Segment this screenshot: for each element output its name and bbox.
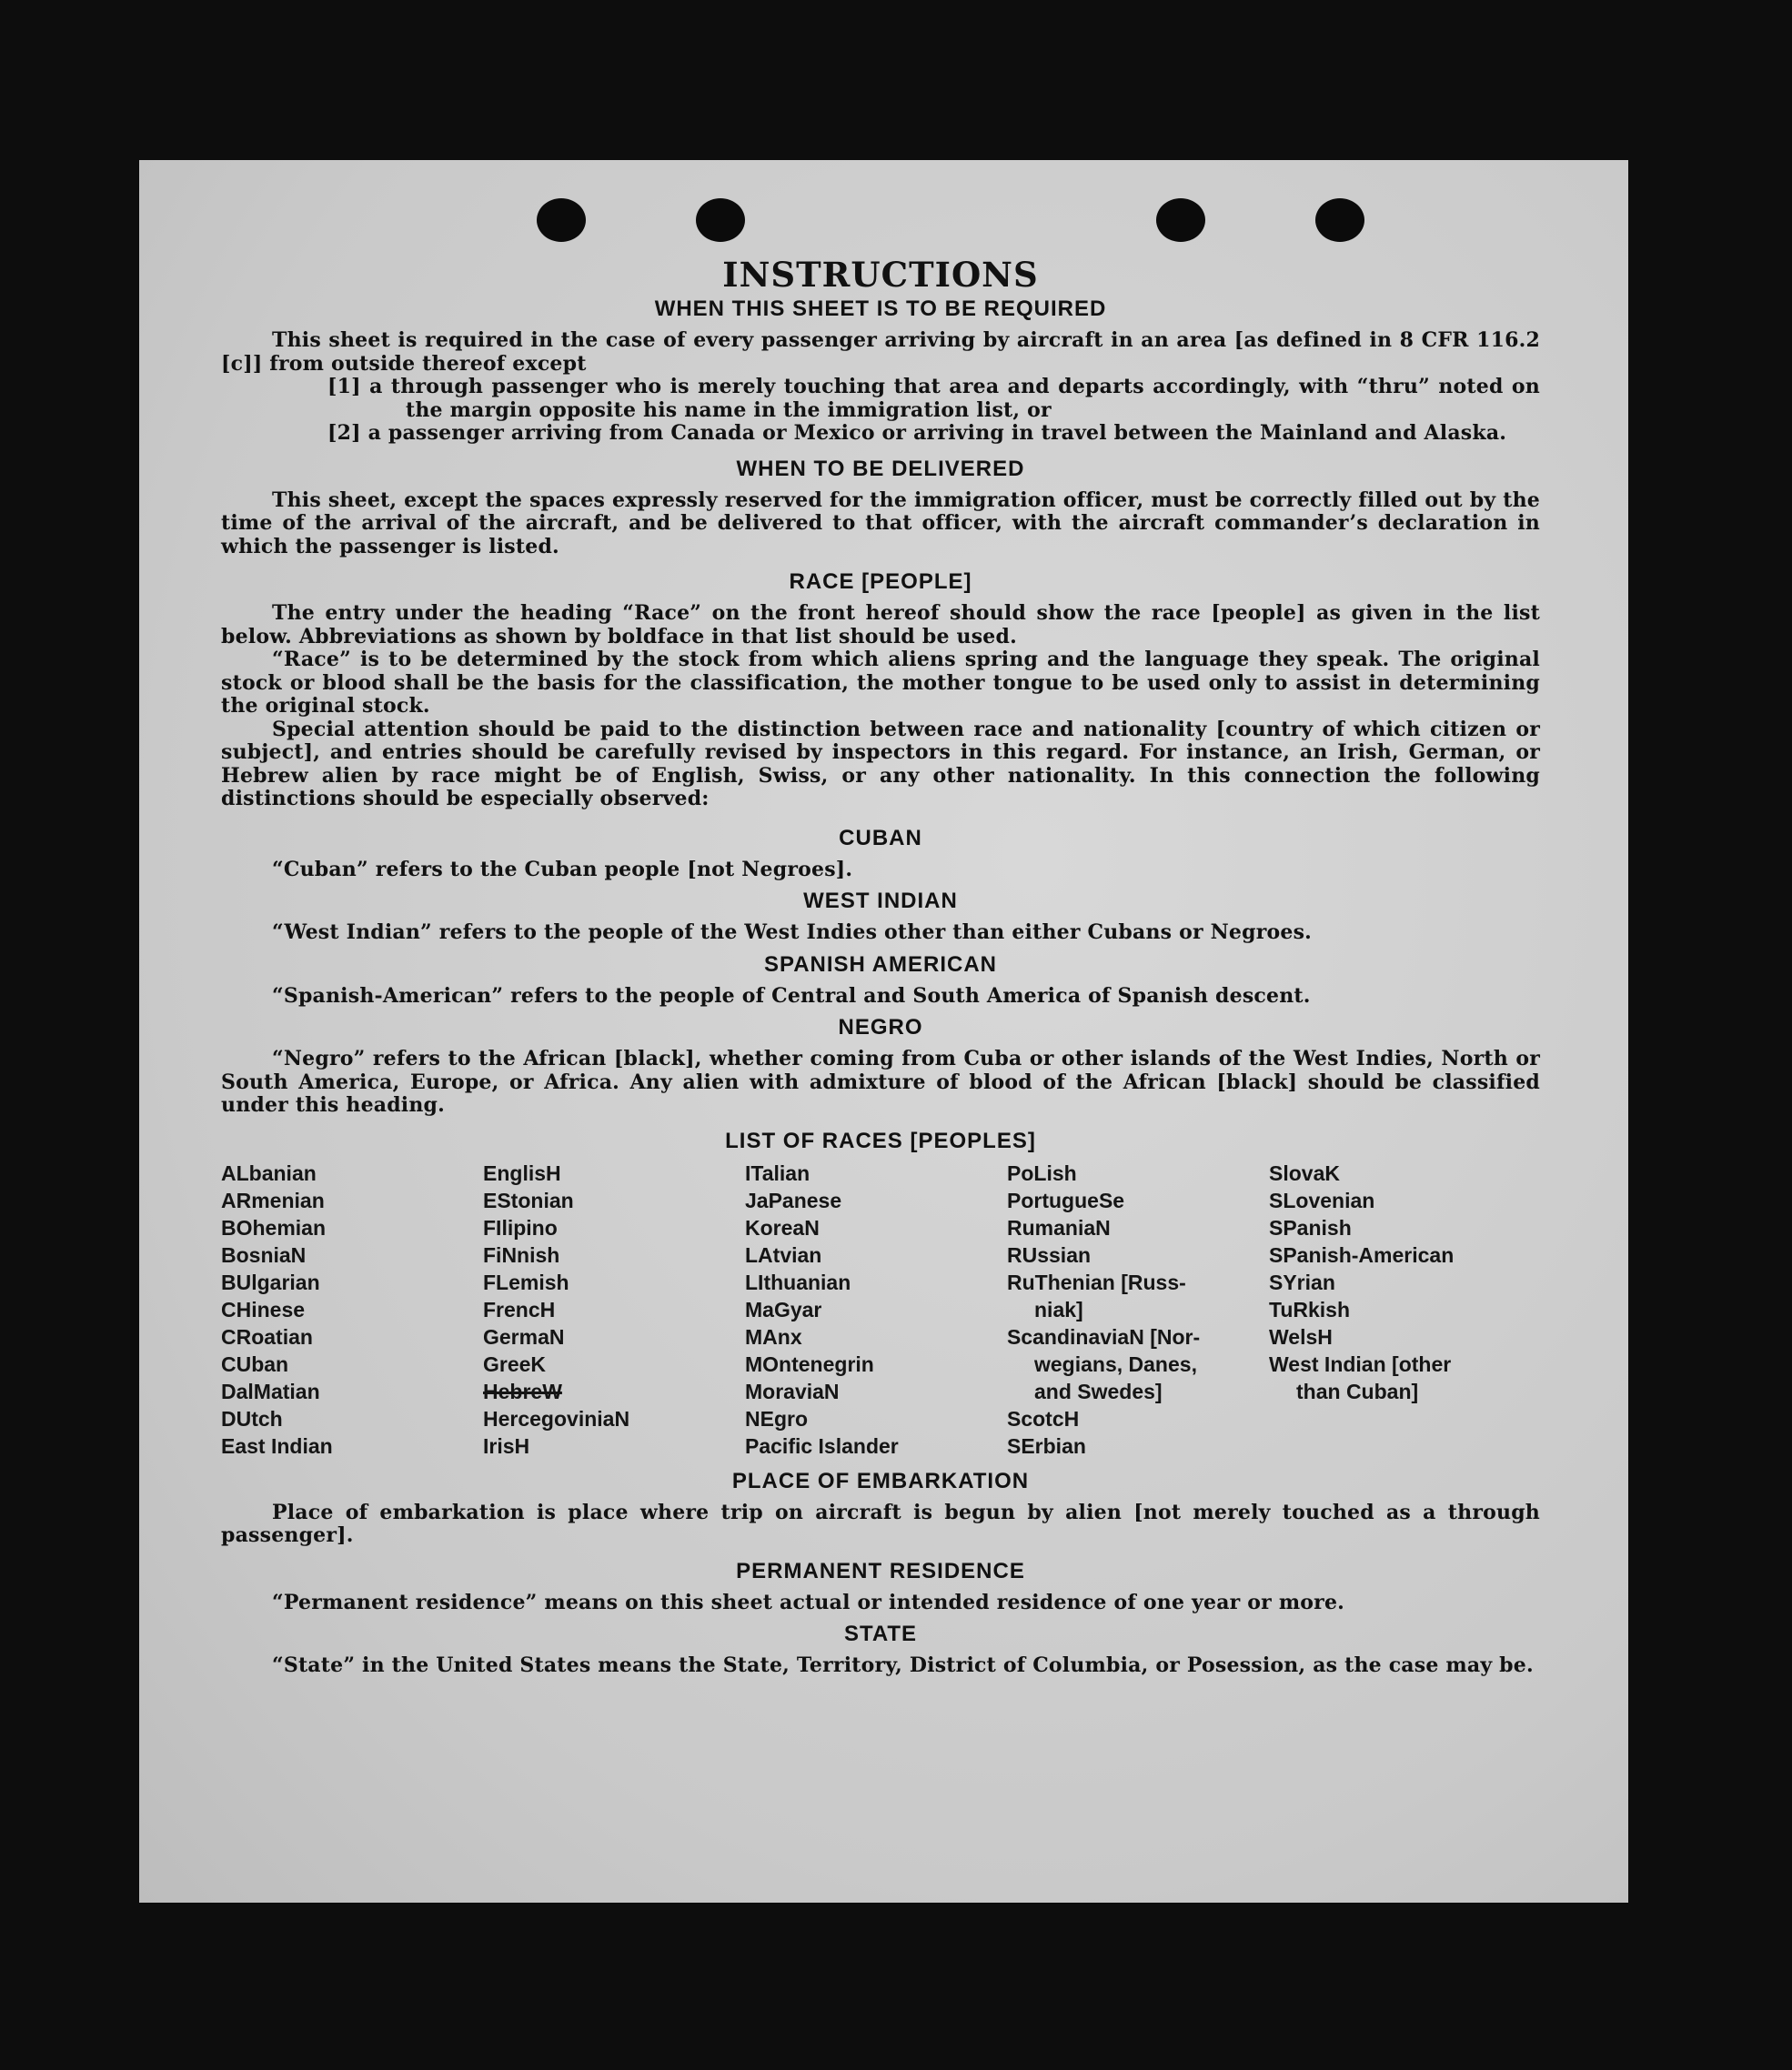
race-entry: JaPanese	[745, 1188, 842, 1212]
races-column-1	[221, 1160, 483, 1460]
race-entry: ALbanian	[221, 1161, 317, 1185]
race-entry: TuRkish	[1269, 1297, 1351, 1321]
race-entry-continuation: than Cuban]	[1296, 1379, 1419, 1403]
heading-when-delivered: WHEN TO BE DELIVERED	[736, 456, 1025, 481]
race-entry: RumaniaN	[1007, 1215, 1111, 1240]
race-entry: ARmenian	[221, 1188, 325, 1212]
heading-west-indian: WEST INDIAN	[803, 889, 958, 913]
heading-list-of-races: LIST OF RACES [PEOPLES]	[725, 1128, 1036, 1153]
heading-embarkation: PLACE OF EMBARKATION	[731, 1468, 1030, 1493]
heading-cuban: CUBAN	[839, 825, 922, 850]
race-paragraph-1: The entry under the heading “Race” on the front hereof should show the race [people] as given in the list below. Abbreviations as shown by boldface in that list should be used.	[221, 601, 1540, 648]
state-text: “State” in the United States means the State, Territory, District of Columbia, or Posession, as the case may be.	[272, 1653, 1534, 1677]
negro-text: “Negro” refers to the African [black], whether coming from Cuba or other islands of the West Indies, North or South America, Europe, or Africa. Any alien with admixture of blood of the African [black] should be classified under this heading.	[221, 1047, 1540, 1117]
heading-spanish-american: SPANISH AMERICAN	[763, 951, 997, 977]
race-entry: HercegoviniaN	[483, 1406, 630, 1431]
race-entry: MoraviaN	[745, 1379, 840, 1403]
race-entry: West Indian [other	[1269, 1352, 1452, 1376]
race-entry: LIthuanian	[745, 1270, 851, 1294]
west-indian-text: “West Indian” refers to the people of the West Indies other than either Cubans or Negroes.	[272, 920, 1313, 944]
document-sheet	[139, 160, 1628, 1903]
race-entry: WelsH	[1269, 1324, 1333, 1349]
race-paragraph-3: Special attention should be paid to the distinction between race and nationality [country of which citizen or subject], and entries should be carefully revised by inspectors in this regard. For instance, an Irish, German, or Hebrew alien by race might be of English, Swiss, or any other nationality. In this connection the following distinctions should be especially observed:	[221, 717, 1540, 810]
race-entry: ITalian	[745, 1161, 810, 1185]
race-entry-continuation: wegians, Danes,	[1034, 1352, 1197, 1376]
race-entry-continuation: and Swedes]	[1034, 1379, 1163, 1403]
race-entry-struck: HebreW	[483, 1379, 562, 1403]
race-entry: RUssian	[1007, 1242, 1092, 1267]
race-entry: MaGyar	[745, 1297, 822, 1321]
instructions-content	[221, 255, 1540, 1678]
race-entry: ScandinaviaN [Nor-	[1007, 1324, 1201, 1349]
race-entry: Pacific Islander	[745, 1433, 899, 1458]
race-entry: EStonian	[483, 1188, 574, 1212]
race-entry: SlovaK	[1269, 1161, 1340, 1185]
exception-item-1: [1] a through passenger who is merely touching that area and departs accordingly, with “thru” noted on the margin opposite his name in the immigration list, or	[327, 375, 1540, 422]
race-entry: DalMatian	[221, 1379, 320, 1403]
exception-item-2: [2] a passenger arriving from Canada or Mexico or arriving in travel between the Mainland and Alaska.	[327, 421, 1507, 445]
race-entry: LAtvian	[745, 1242, 822, 1267]
race-entry: East Indian	[221, 1433, 333, 1458]
races-column-4	[1007, 1160, 1269, 1460]
race-entry: SYrian	[1269, 1270, 1335, 1294]
race-entry: FLemish	[483, 1270, 569, 1294]
race-entry: RuThenian [Russ-	[1007, 1270, 1186, 1294]
race-entry: CHinese	[221, 1297, 306, 1321]
race-entry: MAnx	[745, 1324, 802, 1349]
race-entry-continuation: niak]	[1034, 1297, 1083, 1321]
races-list	[221, 1160, 1540, 1460]
race-entry: SPanish	[1269, 1215, 1352, 1240]
race-entry: DUtch	[221, 1406, 283, 1431]
heading-negro: NEGRO	[838, 1015, 923, 1040]
race-entry: MOntenegrin	[745, 1352, 874, 1376]
race-entry: SErbian	[1007, 1433, 1086, 1458]
when-delivered-text: This sheet, except the spaces expressly reserved for the immigration officer, must be correctly filled out by the time of the arrival of the aircraft, and be delivered to that officer, with the aircraft commander’s declaration in which the passenger is listed.	[221, 487, 1540, 558]
race-entry: FIlipino	[483, 1215, 558, 1240]
race-entry: CRoatian	[221, 1324, 313, 1349]
page-title: INSTRUCTIONS	[722, 255, 1039, 295]
race-entry: IrisH	[483, 1433, 530, 1458]
heading-permanent-residence: PERMANENT RESIDENCE	[736, 1558, 1025, 1583]
heading-race: RACE [PEOPLE]	[789, 569, 972, 594]
race-entry: BosniaN	[221, 1242, 307, 1267]
race-entry: SPanish-American	[1269, 1242, 1455, 1267]
race-entry: SLovenian	[1269, 1188, 1375, 1212]
heading-when-required: WHEN THIS SHEET IS TO BE REQUIRED	[654, 296, 1107, 321]
races-column-5	[1269, 1160, 1533, 1460]
race-entry: BOhemian	[221, 1215, 327, 1240]
punch-hole	[1315, 198, 1364, 242]
races-column-3	[745, 1160, 1007, 1460]
race-entry: GermaN	[483, 1324, 565, 1349]
punch-hole	[1156, 198, 1205, 242]
race-entry: EnglisH	[483, 1161, 561, 1185]
permanent-residence-text: “Permanent residence” means on this sheet actual or intended residence of one year or more.	[272, 1590, 1345, 1614]
race-entry: CUban	[221, 1352, 289, 1376]
races-column-2	[483, 1160, 745, 1460]
race-paragraph-2: “Race” is to be determined by the stock from which aliens spring and the language they speak. The original stock or blood shall be the basis for the classification, the mother tongue to be used only to assist in determining the original stock.	[221, 648, 1540, 718]
race-entry: FiNnish	[483, 1242, 560, 1267]
race-entry: GreeK	[483, 1352, 547, 1376]
race-entry: ScotcH	[1007, 1406, 1080, 1431]
race-entry: FrencH	[483, 1297, 556, 1321]
race-entry: BUlgarian	[221, 1270, 320, 1294]
when-required-intro: This sheet is required in the case of every passenger arriving by aircraft in an area [as defined in 8 CFR 116.2 [c]] from outside thereof except	[221, 328, 1540, 376]
embarkation-text: Place of embarkation is place where trip on aircraft is begun by alien [not merely touched as a through passenger].	[221, 1500, 1540, 1547]
race-entry: KoreaN	[745, 1215, 820, 1240]
punch-hole	[537, 198, 586, 242]
spanish-american-text: “Spanish-American” refers to the people of Central and South America of Spanish descent.	[272, 983, 1311, 1008]
race-entry: PortugueSe	[1007, 1188, 1125, 1212]
race-entry: PoLish	[1007, 1161, 1077, 1185]
race-entry: NEgro	[745, 1406, 808, 1431]
cuban-text: “Cuban” refers to the Cuban people [not Negroes].	[272, 857, 853, 881]
punch-hole	[696, 198, 745, 242]
heading-state: STATE	[843, 1622, 918, 1646]
